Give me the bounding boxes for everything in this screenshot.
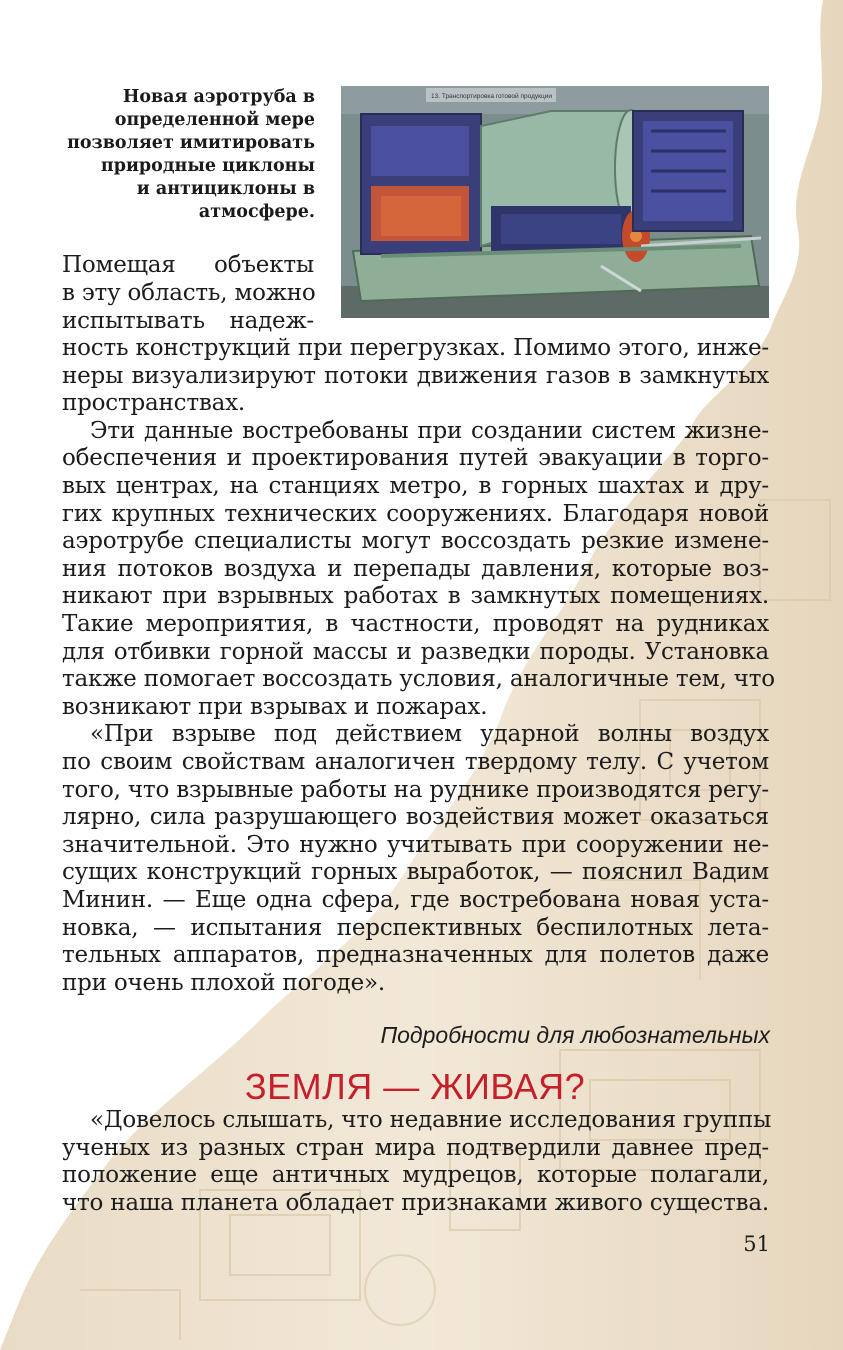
body-line: Такие мероприятия, в частности, проводят на рудниках [62,611,769,637]
body-line: при очень плохой погоде». [62,969,385,996]
body-line: по своим свойствам аналогичен твердому телу. С учетом [62,749,769,775]
body-line: неры визуализируют потоки движения газов в замкнутых [62,362,769,389]
body-line: того, что взрывные работы на руднике производятся регу- [62,776,769,803]
body-line: значительной. Это нужно учитывать при сооружении не- [62,831,769,858]
photo-caption [60,86,315,224]
body-line: гих крупных технических сооружениях. Благодаря новой [62,500,769,527]
wind-tunnel-photo [341,86,769,318]
body-line: возникают при взрывах и пожарах. [62,693,488,720]
body-line: Помещая объекты [62,252,314,278]
page-number: 51 [743,1232,770,1256]
section-heading: ЗЕМЛЯ — ЖИВАЯ? [244,1066,586,1107]
body-line: никают при взрывных работах в замкнутых помещениях. [62,583,769,610]
body-line: пространствах. [62,390,246,417]
section-subheading: Подробности для любознательных [380,1022,770,1048]
body-line: ность конструкций при перегрузках. Помимо этого, инже- [62,335,769,361]
body-line: вых центрах, на станциях метро, в горных шахтах и дру- [62,473,769,499]
body-line: лярно, сила разрушающего воздействия может оказаться [62,804,769,831]
body-line: Эти данные востребованы при создании систем жизне- [90,417,769,444]
body-line: в эту область, можно [62,280,316,306]
body-line: «При взрыве под действием ударной волны воздух [90,721,769,748]
body-line: новка, — испытания перспективных беспилотных лета- [62,914,769,941]
body-line: испытывать надеж- [62,308,314,334]
body-line: также помогает воссоздать условия, аналогичные тем, что [62,666,775,693]
body-line: тельных аппаратов, предназначенных для полетов даже [62,942,769,969]
body-line: обеспечения и проектирования путей эвакуации в торго- [62,445,769,472]
body-line: сущих конструкций горных выработок, — пояснил Вадим [62,859,769,886]
sign-text: 13. Транспортировка готовой продукции [431,93,552,100]
caption-line: и антициклоны в [136,179,315,199]
section-line: положение еще античных мудрецов, которые полагали, [62,1162,769,1189]
caption-line: природные циклоны [100,156,315,176]
body-line: ния потоков воздуха и перепады давления, которые воз- [62,555,769,582]
caption-line: атмосфере. [198,202,315,222]
caption-line: Новая аэротруба в [122,87,315,107]
body-line: аэротрубе специалисты могут воссоздать резкие измене- [62,528,769,555]
body-line: Минин. — Еще одна сфера, где востребована новая уста- [62,887,769,913]
body-line: для отбивки горной массы и разведки породы. Установка [62,638,769,665]
section-line: «Довелось слышать, что недавние исследования группы [90,1107,772,1133]
section-line: ученых из разных стран мира подтвердили давнее пред- [62,1134,769,1161]
section-line: что наша планета обладает признаками живого существа. [62,1189,769,1216]
caption-line: определенной мере [114,110,315,130]
caption-line: позволяет имитировать [67,133,315,153]
